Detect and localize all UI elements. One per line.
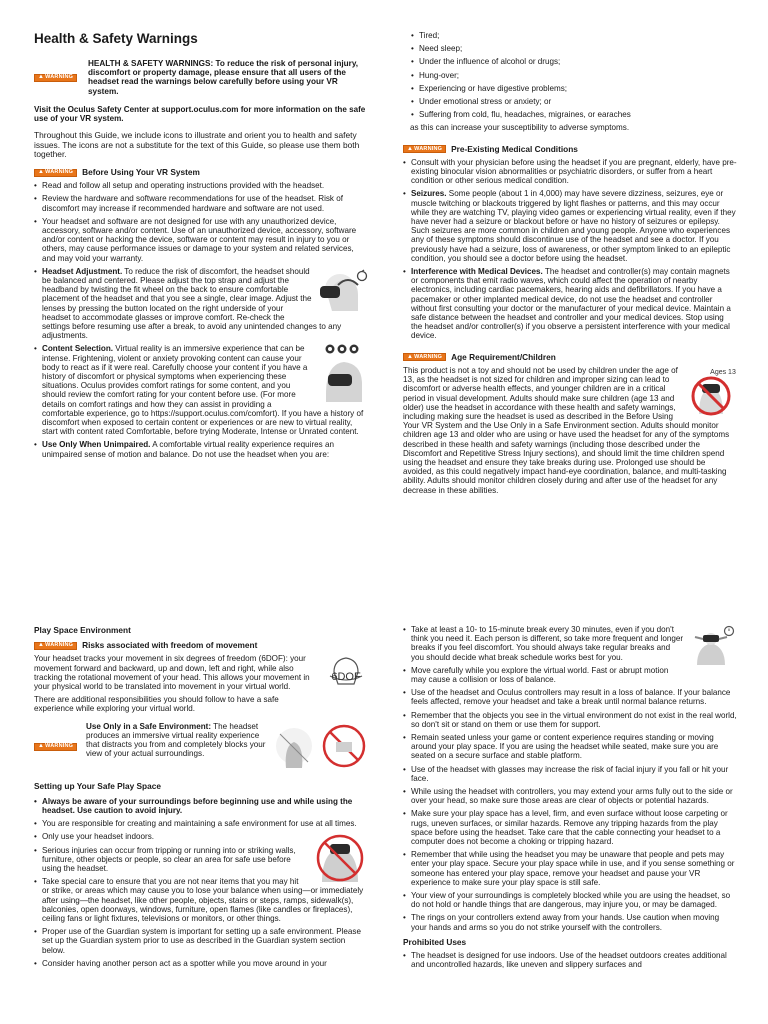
- play-space-list: [403, 625, 737, 932]
- play-space-title: Play Space Environment: [34, 626, 131, 635]
- setting-title: Setting up Your Safe Play Space: [34, 780, 161, 791]
- list-item: • Your headset and software are not designed for use with any unauthorized device, accessory, software and/or content. Use of an unauthorized device, accessory, software and/or content or hacking the device, software or content may result in injury to you or others, may cause performance issues or damage to your system and related services, and may void your warranty.: [42, 217, 368, 263]
- headset-adjustment-icon: [318, 267, 368, 317]
- warning-triangle-icon: ▲: [407, 353, 414, 360]
- age-text: This product is not a toy and should not be used by children under the age of 13, as the headset is not sized for children and improper sizing can lead to discomfort or adverse health effects, and younger children are in a critical period in visual development. Adults should make sure children (age 13 and older) use the headset in accordance with these health and safety warnings, including making sure the headset is used as described in the Before Using Your VR System and the Use Only in a Safe Environment section. Adults should monitor children age 13 and older who are using or have used the headset for any of the symptoms described in these health and safety warnings (including those described under the Discomfort and Repetitive Stress Injury sections), and should limit the time children spend using the headset and ensure they take breaks during use. Prolonged use should be avoided, as this could negatively impact hand-eye coordination, balance, and multi-tasking ability. Adults should monitor children closely during and after use of the headset for any decrease in these abilities.: [403, 365, 730, 495]
- sixdof-text: Your headset tracks your movement in six degrees of freedom (6DOF): your movement forward and backward, up and down, left and right, while also tracking the rotational movement of your head. This allows your movement in your physical world to be translated into movement in your virtual world.: [34, 654, 310, 692]
- preexisting-list: [403, 158, 737, 341]
- list-item: • Hung-over;: [419, 71, 737, 80]
- list-item: • Experiencing or have digestive problems;: [419, 84, 737, 93]
- list-item: • Always be aware of your surroundings before beginning use and while using the headset. Use caution to avoid injury.: [42, 797, 368, 815]
- list-item: • The rings on your controllers extend away from your hands. Use caution when moving your hands and arms so you do not strike yourself with the controllers.: [411, 913, 737, 931]
- top-left-column: [34, 31, 368, 509]
- warning-badge: ▲ WARNING: [403, 353, 446, 361]
- list-item: • Under the influence of alcohol or drugs;: [419, 57, 737, 66]
- safe-environment-text: Use Only in a Safe Environment: The headset produces an immersive virtual reality experience that distracts you from and completely blocks your view of your actual surroundings.: [86, 721, 266, 759]
- additional-text: There are additional responsibilities you should follow to have a safe experience while exploring your virtual world.: [34, 695, 279, 714]
- list-item: • Read and follow all setup and operating instructions provided with the headset.: [42, 181, 368, 190]
- bottom-left-column: [34, 626, 368, 1024]
- list-item: • Make sure your play space has a level, firm, and even surface without loose carpeting or rugs, uneven surfaces, or similar hazards. Remove any tripping hazards from the play space before using the headset. Take care that the cable connecting your headset to a computer does not become a choking or tripping hazard.: [411, 809, 737, 846]
- sixdof-icon: [324, 654, 368, 694]
- list-item-content-selection: • Content Selection. Virtual reality is an immersive experience that can be intense. Frightening, violent or anxiety provoking content can cause your body to react as if it were real. Carefully choose your content if you have a history of discomfort or physical symptoms when experiencing these situations. Oculus provides comfort ratings for some content, and you should review the comfort rating for your content before use. (For more details on comfort ratings and how they can assist in providing a comfortable experience, go to https://support.oculus.com/comfort). If you have a history of discomfort when exposed to certain content or experiences or are new to virtual reality, start with content rated Comfortable, before trying Moderate, Intense or Unrated content.: [42, 344, 368, 436]
- warning-triangle-icon: ▲: [38, 169, 45, 175]
- list-item-indoors: • Only use your headset indoors.: [42, 832, 368, 841]
- bottom-right-column: [403, 625, 737, 1024]
- age-block: [403, 366, 737, 495]
- page-title: Health & Safety Warnings: [34, 31, 198, 46]
- list-item-headset-adjustment: • Headset Adjustment. To reduce the risk of discomfort, the headset should be balanced and centered. Please adjust the top strap and adjust the headband by twisting the fit wheel on the back to ensure comfortable placement of the headset and that you see a single, clear image. Adjust the lenses by pressing the button located on the right underside of your headset to accommodate glasses or improve comfort. Re-check the settings before resuming use after a break, to avoid any unintended changes to any adjustments.: [42, 267, 368, 341]
- age-heading: ▲ WARNING Age Requirement/Children: [403, 353, 737, 362]
- sixdof-icon-label: 6DOF: [331, 671, 361, 684]
- icons-note: Throughout this Guide, we include icons to illustrate and orient you to health and safety issues. The icons are not a substitute for the text of this Guide, so please use them both together.: [34, 130, 360, 160]
- list-item: • Consider having another person act as a spotter while you move around in your: [42, 959, 368, 968]
- age-restriction-icon: [685, 366, 737, 418]
- top-right-column: [403, 31, 737, 509]
- list-item-unimpaired: • Use Only When Unimpaired. A comfortable virtual reality experience requires an unimpaired sense of motion and balance. Do not use the headset when you are:: [42, 440, 368, 458]
- list-item: • Under emotional stress or anxiety; or: [419, 97, 737, 106]
- intro-warning: [34, 59, 368, 96]
- warning-badge: ▲ WARNING: [34, 642, 77, 650]
- list-item: • Use of the headset and Oculus controllers may result in a loss of balance. If your balance feels affected, remove your headset and take a break until normal balance returns.: [411, 688, 737, 706]
- list-item: • Your view of your surroundings is completely blocked while you are using the headset, so do not hold or handle things that are dangerous, may injure you, or may be damaged.: [411, 891, 737, 909]
- setting-list: [34, 797, 368, 968]
- before-using-list: [34, 181, 368, 459]
- warning-triangle-icon: ▲: [38, 743, 45, 750]
- warning-badge: ▲ WARNING: [34, 743, 77, 751]
- age-icon-label: Ages 13: [710, 368, 736, 376]
- list-item: • Suffering from cold, flu, headaches, migraines, or earaches: [419, 110, 737, 119]
- impaired-list: [403, 31, 737, 119]
- list-item-seizures: • Seizures. Some people (about 1 in 4,000) may have severe dizziness, seizures, eye or muscle twitching or blackouts triggered by light flashes or patterns, and this may occur while they are watching TV, playing video games or experiencing virtual reality, even if they have never had a seizure or blackout before or have no history of seizures or epilepsy. Such seizures are more common in children and young people. Anyone who experiences any of these symptoms should discontinue use of the headset and see a doctor. If you previously have had a seizure, loss of awareness, or other symptom linked to an epileptic condition, you should see a doctor before using the headset.: [411, 189, 737, 263]
- intro-warning-text: HEALTH & SAFETY WARNINGS: To reduce the risk of personal injury, discomfort or property damage, please ensure that all users of the headset read the warnings below carefully before using your VR system.: [88, 59, 359, 96]
- list-item: • Take special care to ensure that you are not near items that you may hit or strike, or areas which may cause you to lose your balance when using—or immediately after using—the headset, like other people, objects, stairs or steps, ramps, sidewalk(s), balconies, open doorways, windows, furniture, open flames (like candles or fireplaces), ceiling fans or light fixtures, televisions or monitors, or other things.: [42, 877, 368, 923]
- warning-badge: ▲ WARNING: [403, 145, 446, 153]
- list-item: • Remember that while using the headset you may be unaware that people and pets may enter your play space. Secure your play space while in use, and if you sense something or someone has entered your play space, remove your headset and pause your VR experience to make sure your play space is still safe.: [411, 850, 737, 887]
- impaired-after: as this can increase your susceptibility to adverse symptoms.: [410, 123, 630, 133]
- list-item-break: • Take at least a 10- to 15-minute break every 30 minutes, even if you don't think you need it. Each person is different, so take more frequent and longer breaks if you feel discomfort. You should always take regular breaks and you should decide what break schedule works best for you.: [411, 625, 737, 662]
- list-item: • Serious injuries can occur from tripping or running into or striking walls, furniture, other objects or people, so clear an area for safe use before using the headset.: [42, 846, 368, 874]
- safety-center-note: Visit the Oculus Safety Center at support.oculus.com for more information on the safe use of your VR system.: [34, 104, 366, 124]
- page-bottom: [0, 512, 768, 1024]
- list-item-interference: • Interference with Medical Devices. The headset and controller(s) may contain magnets or components that emit radio waves, which could affect the operation of nearby electronics, including cardiac pacemakers, hearing aids and defibrillators. If you have a pacemaker or other implanted medical device, do not use the headset and controller without first consulting your doctor or the manufacturer of your medical device. Maintain a safe distance between the headset and controller and your medical devices. Stop using the headset and/or controller(s) if you observe a persistent interference with your medical device.: [411, 267, 737, 341]
- warning-badge: ▲ WARNING: [34, 169, 77, 177]
- prohibited-title: Prohibited Uses: [403, 936, 467, 947]
- list-item: • Consult with your physician before using the headset if you are pregnant, elderly, have pre-existing binocular vision abnormalities or psychiatric disorders, or suffer from a heart condition or other serious medical condition.: [411, 158, 737, 186]
- list-item: • While using the headset with controllers, you may extend your arms fully out to the side or over your head, so make sure those areas are clear of objects or potential hazards.: [411, 787, 737, 805]
- list-item: • Remain seated unless your game or content experience requires standing or moving around your play space. If you are using the headset while seated, make sure you are seated on a secure surface and stable platform.: [411, 733, 737, 761]
- sixdof-block: [34, 654, 368, 691]
- list-item: • Review the hardware and software recommendations for use of the headset. Risk of discomfort may increase if recommended hardware and software are not used.: [42, 194, 368, 212]
- safe-environment-illustration: [272, 722, 368, 772]
- break-icon: [691, 625, 737, 665]
- list-item: • Move carefully while you explore the virtual world. Fast or abrupt motion may cause a collision or loss of balance.: [411, 666, 737, 684]
- warning-triangle-icon: ▲: [407, 145, 414, 152]
- list-item: • Remember that the objects you see in the virtual environment do not exist in the real world, so don't sit or stand on them or use them for support.: [411, 711, 737, 729]
- warning-triangle-icon: ▲: [38, 74, 45, 81]
- prohibited-list: [403, 951, 737, 969]
- list-item: • Proper use of the Guardian system is important for setting up a safe environment. Please set up the Guardian system prior to use as described in the Guardian system section below.: [42, 927, 368, 955]
- safe-environment-block: [34, 722, 368, 772]
- list-item: • Need sleep;: [419, 44, 737, 53]
- list-item: • The headset is designed for use indoors. Use of the headset outdoors creates additional and uncontrolled hazards, like uneven and slippery surfaces and: [411, 951, 737, 969]
- warning-triangle-icon: ▲: [38, 642, 45, 649]
- warning-badge: ▲ WARNING: [34, 74, 77, 82]
- list-item: • You are responsible for creating and maintaining a safe environment for use at all times.: [42, 819, 368, 828]
- preexisting-heading: ▲ WARNING Pre-Existing Medical Conditions: [403, 145, 737, 154]
- list-item: • Tired;: [419, 31, 737, 40]
- before-using-heading: ▲ WARNING Before Using Your VR System: [34, 168, 368, 177]
- content-selection-icon: [318, 344, 368, 402]
- list-item: • Use of the headset with glasses may increase the risk of facial injury if you fall or hit your face.: [411, 765, 737, 783]
- risks-heading: ▲ WARNING Risks associated with freedom of movement: [34, 641, 368, 650]
